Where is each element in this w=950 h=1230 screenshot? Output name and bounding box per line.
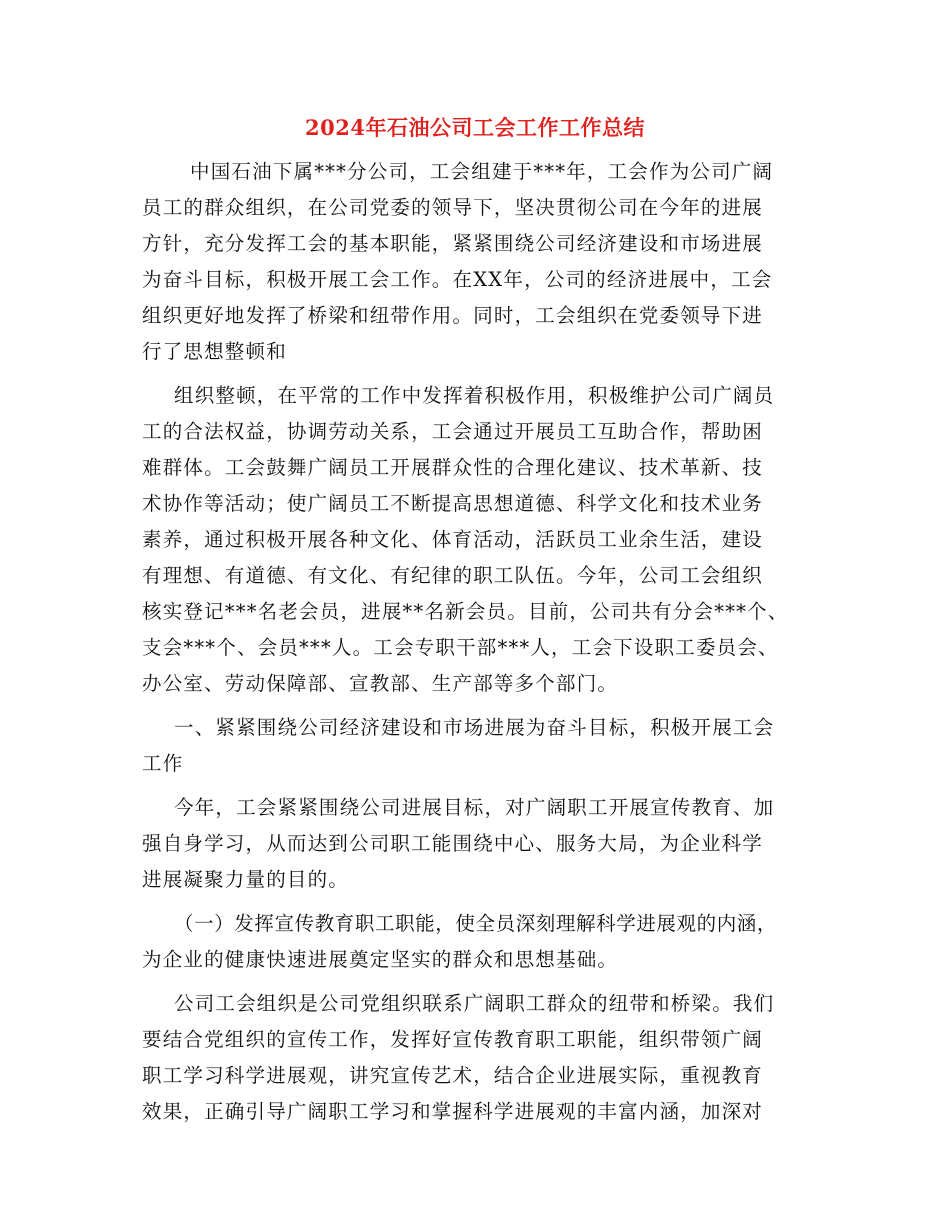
text-line: 办公室、劳动保障部、宣教部、生产部等多个部门。 <box>142 672 619 695</box>
text-line: 组织更好地发挥了桥梁和纽带作用。同时，工会组织在党委领导下进 <box>142 304 764 327</box>
text-line: 中国石油下属***分公司，工会组建于***年，工会作为公司广阔 <box>190 160 774 183</box>
text-line: 核实登记***名老会员，进展**名新会员。目前，公司共有分会***个、 <box>142 600 789 623</box>
text-line: 行了思想整顿和 <box>142 340 287 363</box>
section-heading: 一、紧紧围绕公司经济建设和市场进展为奋斗目标，积极开展工会 <box>174 716 775 739</box>
text-line: 今年，工会紧紧围绕公司进展目标，对广阔职工开展宣传教育、加 <box>174 796 775 819</box>
document-title: 2024年石油公司工会工作工作总结 <box>305 115 645 140</box>
text-line: 支会***个、会员***人。工会专职干部***人，工会下设职工委员会、 <box>142 636 779 659</box>
text-line: 术协作等活动；使广阔员工不断提高思想道德、科学文化和技术业务 <box>142 492 764 515</box>
text-line: 有理想、有道德、有文化、有纪律的职工队伍。今年，公司工会组织 <box>142 564 764 587</box>
subsection-heading: （一）发挥宣传教育职工职能，使全员深刻理解科学进展观的内涵， <box>174 912 778 935</box>
text-line: 进展凝聚力量的目的。 <box>142 868 350 891</box>
text-line: 职工学习科学进展观，讲究宣传艺术，结合企业进展实际，重视教育 <box>142 1064 764 1087</box>
section-heading: 工作 <box>142 752 184 775</box>
text-line: 员工的群众组织，在公司党委的领导下，坚决贯彻公司在今年的进展 <box>142 196 764 219</box>
text-line: 效果，正确引导广阔职工学习和掌握科学进展观的丰富内涵，加深对 <box>142 1100 764 1123</box>
text-line: 工的合法权益，协调劳动关系，工会通过开展员工互助合作，帮助困 <box>142 420 764 443</box>
text-line: 难群体。工会鼓舞广阔员工开展群众性的合理化建议、技术革新、技 <box>142 456 764 479</box>
text-line: 方针，充分发挥工会的基本职能，紧紧围绕公司经济建设和市场进展 <box>142 232 764 255</box>
text-line: 要结合党组织的宣传工作，发挥好宣传教育职工职能，组织带领广阔 <box>142 1028 764 1051</box>
text-line: 为奋斗目标，积极开展工会工作。在XX年，公司的经济进展中，工会 <box>142 268 773 291</box>
text-line: 公司工会组织是公司党组织联系广阔职工群众的纽带和桥梁。我们 <box>174 992 775 1015</box>
text-line: 素养，通过积极开展各种文化、体育活动，活跃员工业余生活，建设 <box>142 528 764 551</box>
text-line: 强自身学习，从而达到公司职工能围绕中心、服务大局，为企业科学 <box>142 832 764 855</box>
text-line: 组织整顿，在平常的工作中发挥着积极作用，积极维护公司广阔员 <box>174 384 775 407</box>
subsection-heading: 为企业的健康快速进展奠定坚实的群众和思想基础。 <box>142 948 619 971</box>
